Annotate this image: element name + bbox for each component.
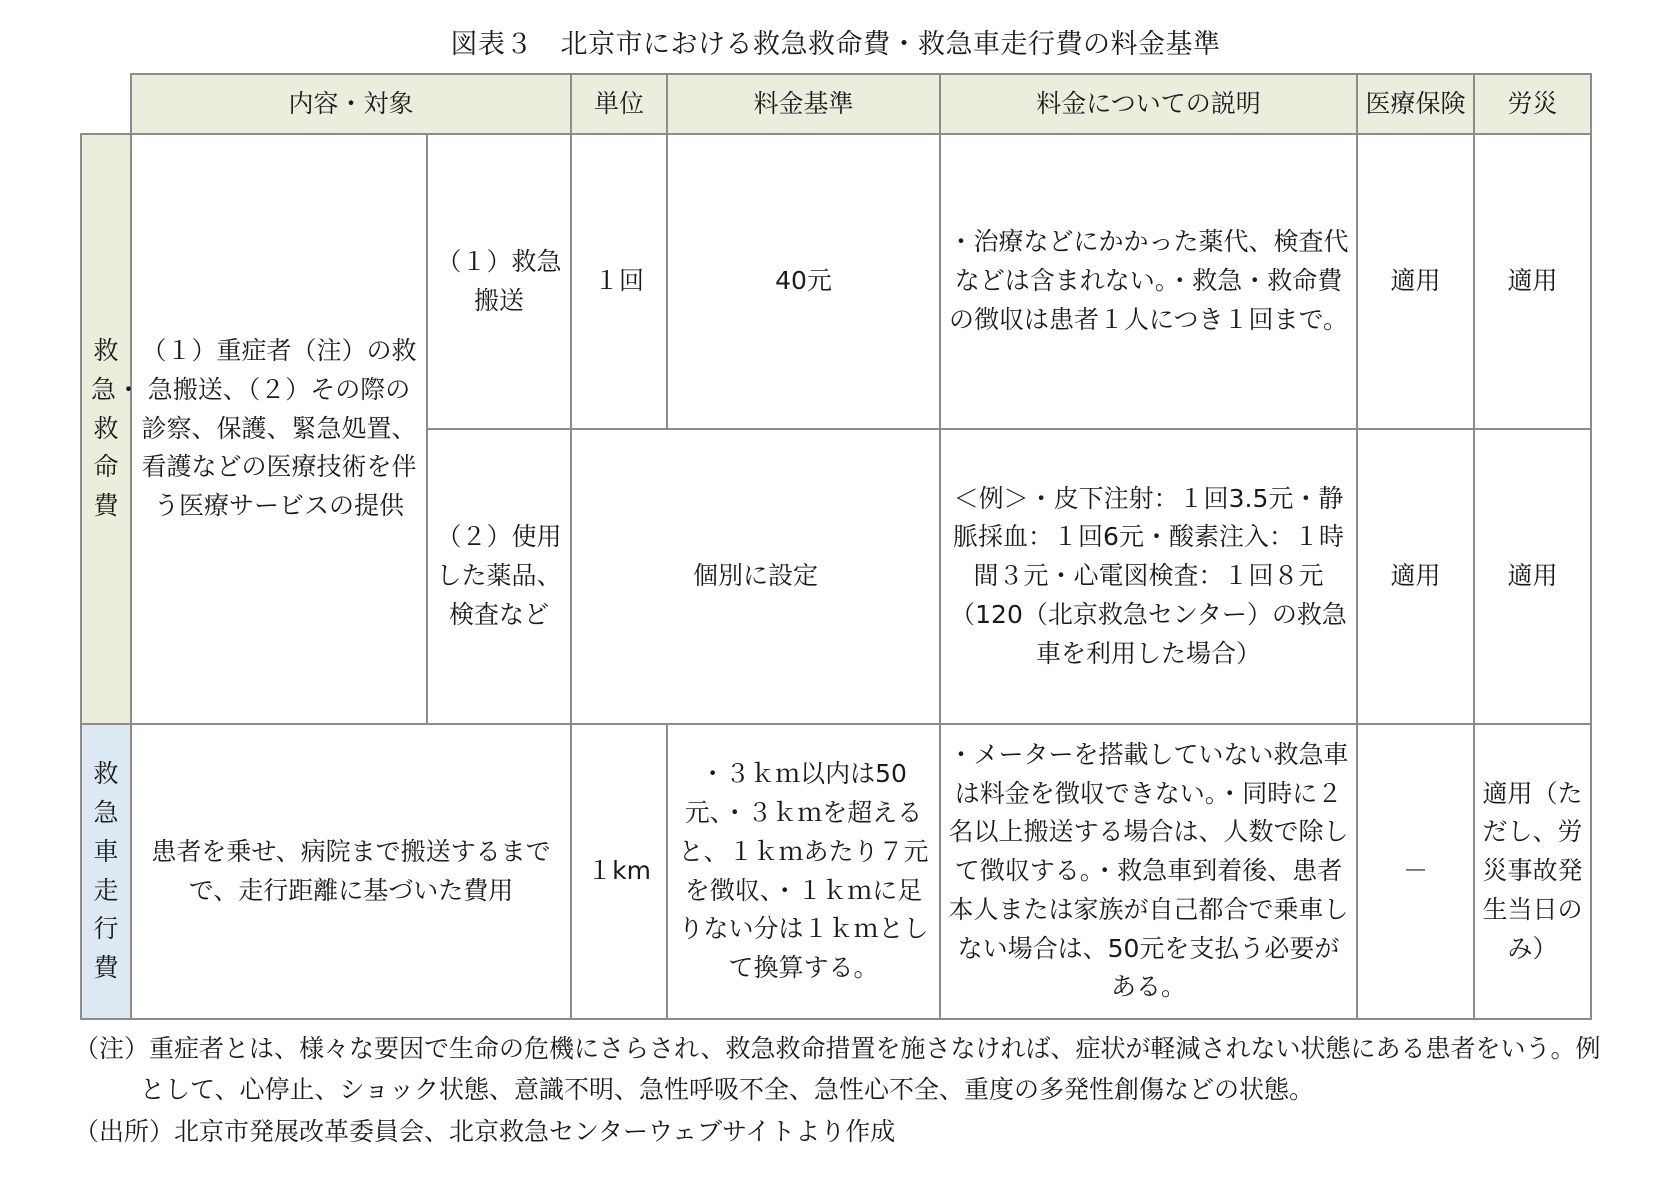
side-label-ambulance (81, 724, 131, 1019)
emergency-insurance-1: 適用 (1357, 134, 1474, 429)
ambulance-explanation: ・メーターを搭載していない救急車は料金を徴収できない。・同時に２名以上搬送する場合は、人数で除して徴収する。・救急車到着後、患者本人または家族が自己都合で乗車しない場合は、50元を支払う必要がある。 (940, 724, 1357, 1019)
header-unit: 単位 (571, 74, 667, 134)
ambulance-row (81, 724, 1591, 1019)
emergency-labor-1: 適用 (1474, 134, 1591, 429)
header-insurance: 医療保険 (1357, 74, 1474, 134)
notes-block (74, 1028, 1601, 1152)
ambulance-labor: 適用（ただし、労災事故発生当日のみ） (1474, 724, 1591, 1019)
emergency-explanation-2: ＜例＞・皮下注射：１回3.5元・静脈採血：１回6元・酸素注入：１時間３元・心電図検査：１回８元（120（北京救急センター）の救急車を利用した場合） (940, 429, 1357, 724)
ambulance-insurance: － (1357, 724, 1474, 1019)
side-label-emergency (81, 134, 142, 724)
source-line: （出所）北京市発展改革委員会、北京救急センターウェブサイトより作成 (74, 1116, 896, 1146)
header-fee: 料金基準 (667, 74, 940, 134)
emergency-labor-2: 適用 (1474, 429, 1591, 724)
ambulance-fee: ・３ｋｍ以内は50元、・３ｋｍを超えると、１ｋｍあたり７元を徴収、・１ｋｍに足りない分は１ｋｍとして換算する。 (667, 724, 940, 1019)
side-label-ambulance-text: 救急車走行費 (93, 759, 119, 982)
emergency-explanation-1: ・治療などにかかった薬代、検査代などは含まれない。・救急・救命費の徴収は患者１人につき１回まで。 (940, 134, 1357, 429)
corner-cell (81, 74, 131, 134)
header-row (81, 74, 1591, 134)
header-explanation: 料金についての説明 (940, 74, 1357, 134)
emergency-unit-1: １回 (571, 134, 667, 429)
emergency-fee-2: 個別に設定 (571, 429, 940, 724)
ambulance-unit: １km (571, 724, 667, 1019)
emergency-insurance-2: 適用 (1357, 429, 1474, 724)
emergency-fee-1: 40元 (667, 134, 940, 429)
note-line-1: （注）重症者とは、様々な要因で生命の危機にさらされ、救急救命措置を施さなければ、症状が軽減されない状態にある患者をいう。例 (74, 1034, 1601, 1063)
emergency-description: （１）重症者（注）の救急搬送、（２）その際の診察、保護、緊急処置、看護などの医療技術を伴う医療サービスの提供 (131, 134, 427, 724)
emergency-item-2: （２）使用した薬品、検査など (427, 429, 571, 724)
note-line-2: として、心停止、ショック状態、意識不明、急性呼吸不全、急性心不全、重度の多発性創傷などの状態。 (140, 1075, 1315, 1105)
emergency-item-1: （１）救急搬送 (427, 134, 571, 429)
figure-title: 図表３ 北京市における救急救命費・救急車走行費の料金基準 (450, 29, 1221, 60)
header-content: 内容・対象 (131, 74, 571, 134)
fee-standard-table (80, 73, 1592, 1020)
side-label-emergency-text: 救急・救命費 (91, 336, 142, 521)
header-labor: 労災 (1474, 74, 1591, 134)
emergency-row-1 (81, 134, 1591, 429)
ambulance-description: 患者を乗せ、病院まで搬送するまでで、走行距離に基づいた費用 (131, 724, 571, 1019)
